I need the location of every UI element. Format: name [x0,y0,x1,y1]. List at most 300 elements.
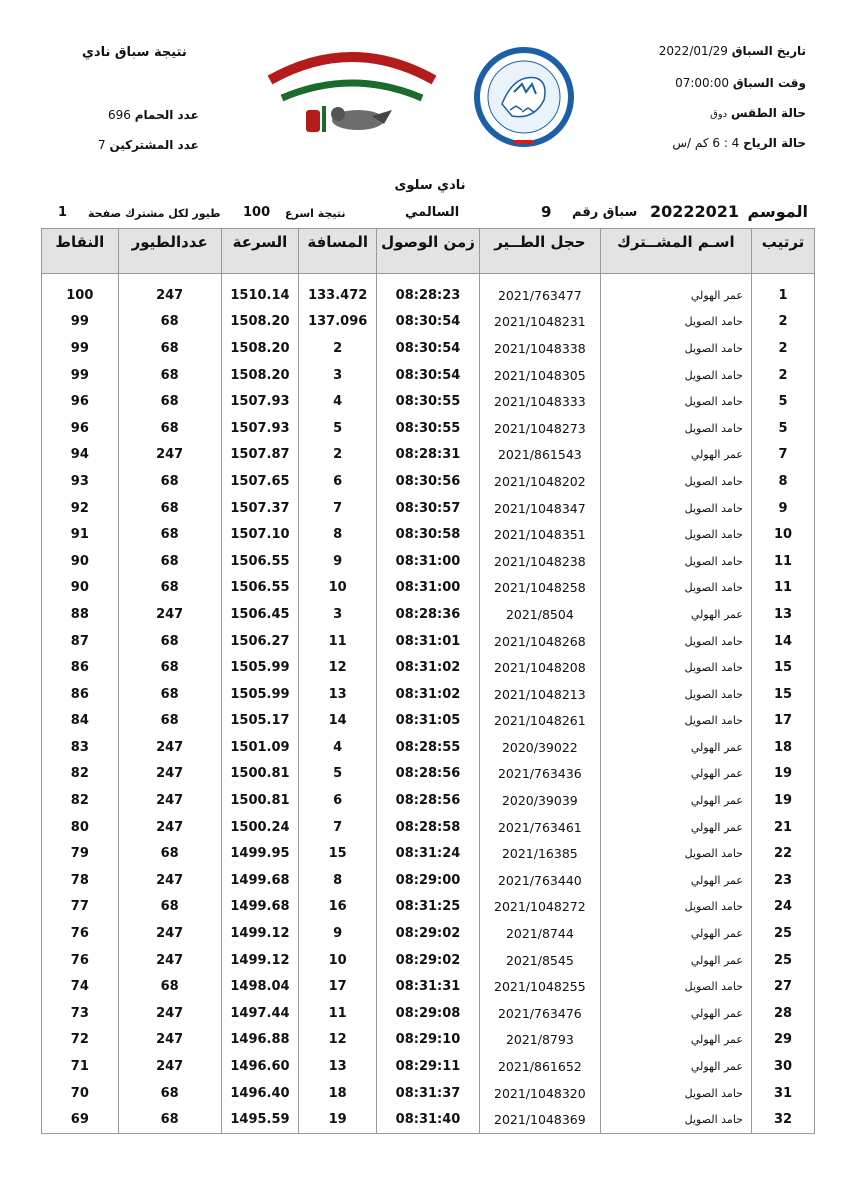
cell-rank: 19 [751,761,814,788]
table-row [42,867,815,894]
cell-rank: 21 [751,814,814,841]
cell-ring: 2021/8793 [479,1027,600,1054]
cell-distance: 9 [299,920,377,947]
cell-points: 76 [42,920,119,947]
pigeons-count-value: 696 [108,108,131,122]
cell-distance: 6 [299,468,377,495]
cell-points: 99 [42,335,119,362]
cell-ring: 2021/1048305 [479,362,600,389]
table-row [42,654,815,681]
cell-speed: 1505.99 [221,681,299,708]
cell-rank: 1 [751,282,814,309]
participants-count-value: 7 [98,138,106,152]
cell-rank: 29 [751,1027,814,1054]
cell-distance: 14 [299,708,377,735]
cell-rank: 24 [751,894,814,921]
cell-name: حامد الصويل [600,521,751,548]
cell-arrival: 08:29:11 [377,1053,480,1080]
cell-birds: 247 [118,601,221,628]
cell-birds: 68 [118,495,221,522]
cell-points: 92 [42,495,119,522]
cell-distance: 15 [299,840,377,867]
cell-rank: 15 [751,654,814,681]
cell-arrival: 08:30:55 [377,415,480,442]
cell-distance: 10 [299,575,377,602]
federation-logo [474,34,574,160]
cell-birds: 247 [118,282,221,309]
cell-arrival: 08:30:54 [377,362,480,389]
cell-points: 96 [42,415,119,442]
cell-rank: 7 [751,442,814,469]
table-row [42,495,815,522]
cell-arrival: 08:30:54 [377,335,480,362]
cell-name: حامد الصويل [600,1106,751,1133]
cell-rank: 10 [751,521,814,548]
cell-birds: 68 [118,973,221,1000]
cell-name: حامد الصويل [600,681,751,708]
cell-name: حامد الصويل [600,575,751,602]
cell-arrival: 08:31:24 [377,840,480,867]
cell-arrival: 08:31:01 [377,628,480,655]
cell-name: عمر الهولي [600,442,751,469]
cell-rank: 9 [751,495,814,522]
cell-rank: 17 [751,708,814,735]
cell-rank: 2 [751,335,814,362]
cell-points: 88 [42,601,119,628]
cell-birds: 68 [118,548,221,575]
race-number-value: 9 [541,203,552,221]
cell-points: 82 [42,761,119,788]
cell-arrival: 08:28:31 [377,442,480,469]
table-row [42,442,815,469]
cell-points: 73 [42,1000,119,1027]
table-row [42,282,815,309]
col-birds: عددالطيور [118,229,221,274]
cell-birds: 247 [118,442,221,469]
cell-arrival: 08:31:05 [377,708,480,735]
cell-distance: 13 [299,681,377,708]
cell-rank: 14 [751,628,814,655]
cell-arrival: 08:29:10 [377,1027,480,1054]
cell-arrival: 08:30:56 [377,468,480,495]
cell-ring: 2021/1048238 [479,548,600,575]
cell-arrival: 08:29:08 [377,1000,480,1027]
cell-arrival: 08:30:54 [377,309,480,336]
cell-distance: 4 [299,734,377,761]
cell-ring: 2021/1048231 [479,309,600,336]
cell-rank: 13 [751,601,814,628]
wind-line [672,136,806,150]
table-row [42,920,815,947]
cell-birds: 68 [118,415,221,442]
cell-speed: 1508.20 [221,335,299,362]
table-row [42,1000,815,1027]
race-time-value: 07:00:00 [675,76,729,90]
cell-arrival: 08:31:02 [377,654,480,681]
cell-points: 86 [42,681,119,708]
cell-birds: 68 [118,335,221,362]
col-rank: ترتيب [751,229,814,274]
cell-speed: 1508.20 [221,362,299,389]
cell-birds: 247 [118,734,221,761]
cell-arrival: 08:31:37 [377,1080,480,1107]
cell-speed: 1498.04 [221,973,299,1000]
cell-points: 74 [42,973,119,1000]
cell-speed: 1499.68 [221,867,299,894]
cell-arrival: 08:28:58 [377,814,480,841]
cell-birds: 68 [118,521,221,548]
cell-birds: 247 [118,787,221,814]
cell-name: حامد الصويل [600,654,751,681]
fastest-count: 100 [243,205,271,220]
race-date-value: 2022/01/29 [658,44,728,58]
cell-birds: 68 [118,708,221,735]
cell-birds: 68 [118,1106,221,1133]
cell-distance: 12 [299,654,377,681]
cell-speed: 1507.87 [221,442,299,469]
race-date-line [659,44,806,58]
cell-rank: 5 [751,415,814,442]
cell-points: 96 [42,388,119,415]
cell-rank: 23 [751,867,814,894]
cell-speed: 1499.12 [221,920,299,947]
cell-distance: 18 [299,1080,377,1107]
table-row [42,309,815,336]
table-row [42,1027,815,1054]
cell-distance: 3 [299,601,377,628]
cell-name: عمر الهولي [600,761,751,788]
cell-name: عمر الهولي [600,920,751,947]
page-number: 1 [58,205,68,220]
table-row [42,575,815,602]
cell-name: حامد الصويل [600,1080,751,1107]
cell-name: حامد الصويل [600,335,751,362]
col-points: النقاط [42,229,119,274]
cell-points: 83 [42,734,119,761]
cell-distance: 137.096 [299,309,377,336]
cell-points: 91 [42,521,119,548]
cell-points: 90 [42,575,119,602]
cell-ring: 2021/1048320 [479,1080,600,1107]
cell-birds: 247 [118,1027,221,1054]
cell-speed: 1496.88 [221,1027,299,1054]
cell-birds: 68 [118,309,221,336]
cell-points: 78 [42,867,119,894]
cell-rank: 25 [751,947,814,974]
cell-name: حامد الصويل [600,468,751,495]
table-row [42,734,815,761]
cell-ring: 2021/1048213 [479,681,600,708]
weather-line [710,106,806,120]
cell-birds: 68 [118,468,221,495]
cell-birds: 68 [118,628,221,655]
cell-speed: 1508.20 [221,309,299,336]
cell-speed: 1507.65 [221,468,299,495]
pigeons-count-label: عدد الحمام [134,108,199,122]
cell-arrival: 08:31:40 [377,1106,480,1133]
cell-name: عمر الهولي [600,787,751,814]
weather-value: دوق [710,109,728,120]
cell-ring: 2021/763477 [479,282,600,309]
cell-name: حامد الصويل [600,309,751,336]
per-participant-label: طيور لكل مشترك صفحة [88,207,221,220]
cell-points: 80 [42,814,119,841]
cell-distance: 11 [299,628,377,655]
cell-ring: 2021/1048258 [479,575,600,602]
cell-ring: 2021/1048351 [479,521,600,548]
cell-ring: 2020/39039 [479,787,600,814]
cell-rank: 15 [751,681,814,708]
table-row [42,894,815,921]
table-row [42,468,815,495]
cell-arrival: 08:31:00 [377,548,480,575]
cell-arrival: 08:28:55 [377,734,480,761]
cell-arrival: 08:29:02 [377,920,480,947]
cell-speed: 1497.44 [221,1000,299,1027]
cell-ring: 2021/1048273 [479,415,600,442]
cell-rank: 19 [751,787,814,814]
cell-distance: 5 [299,415,377,442]
participants-count-line [98,138,199,152]
cell-distance: 5 [299,761,377,788]
cell-name: عمر الهولي [600,1000,751,1027]
cell-birds: 68 [118,894,221,921]
wind-value: 4 : 6 كم /س [672,136,740,150]
cell-birds: 68 [118,681,221,708]
cell-arrival: 08:28:56 [377,761,480,788]
cell-distance: 16 [299,894,377,921]
cell-distance: 13 [299,1053,377,1080]
cell-ring: 2021/861543 [479,442,600,469]
cell-speed: 1510.14 [221,282,299,309]
cell-points: 86 [42,654,119,681]
cell-speed: 1499.68 [221,894,299,921]
cell-arrival: 08:30:57 [377,495,480,522]
cell-points: 79 [42,840,119,867]
cell-rank: 5 [751,388,814,415]
col-name: اسـم المشــترك [600,229,751,274]
cell-name: حامد الصويل [600,548,751,575]
cell-rank: 32 [751,1106,814,1133]
cell-name: حامد الصويل [600,708,751,735]
race-number-label: سباق رقم [572,205,638,220]
cell-birds: 68 [118,1080,221,1107]
cell-distance: 2 [299,335,377,362]
cell-birds: 247 [118,1053,221,1080]
table-row [42,362,815,389]
cell-name: عمر الهولي [600,947,751,974]
cell-name: حامد الصويل [600,415,751,442]
cell-name: عمر الهولي [600,1027,751,1054]
cell-distance: 17 [299,973,377,1000]
col-speed: السرعة [221,229,299,274]
cell-birds: 68 [118,654,221,681]
participants-count-label: عدد المشتركين [109,138,199,152]
table-row [42,1106,815,1133]
cell-rank: 2 [751,362,814,389]
table-header-row [42,229,815,274]
cell-distance: 7 [299,814,377,841]
cell-rank: 11 [751,548,814,575]
cell-distance: 7 [299,495,377,522]
cell-speed: 1499.95 [221,840,299,867]
table-row [42,628,815,655]
cell-distance: 133.472 [299,282,377,309]
results-table [41,228,815,1134]
cell-speed: 1507.37 [221,495,299,522]
table-spacer [42,274,815,283]
table-row [42,548,815,575]
cell-ring: 2021/1048255 [479,973,600,1000]
cell-speed: 1500.81 [221,787,299,814]
cell-name: عمر الهولي [600,814,751,841]
cell-birds: 247 [118,1000,221,1027]
cell-birds: 68 [118,575,221,602]
cell-distance: 11 [299,1000,377,1027]
wind-label: حالة الرياح [743,136,806,150]
cell-speed: 1496.60 [221,1053,299,1080]
table-row [42,787,815,814]
cell-ring: 2021/763436 [479,761,600,788]
cell-name: عمر الهولي [600,867,751,894]
cell-arrival: 08:28:36 [377,601,480,628]
cell-ring: 2021/1048208 [479,654,600,681]
report-title: نتيجة سباق نادي [82,45,187,60]
cell-ring: 2021/16385 [479,840,600,867]
cell-points: 99 [42,309,119,336]
cell-rank: 28 [751,1000,814,1027]
table-row [42,814,815,841]
cell-distance: 4 [299,388,377,415]
cell-arrival: 08:28:23 [377,282,480,309]
cell-speed: 1507.10 [221,521,299,548]
cell-arrival: 08:31:31 [377,973,480,1000]
cell-distance: 12 [299,1027,377,1054]
cell-rank: 8 [751,468,814,495]
cell-name: عمر الهولي [600,734,751,761]
cell-distance: 8 [299,521,377,548]
fastest-label: نتيجة اسرع [285,207,346,220]
cell-name: حامد الصويل [600,628,751,655]
table-row [42,335,815,362]
cell-birds: 68 [118,362,221,389]
cell-points: 71 [42,1053,119,1080]
cell-rank: 11 [751,575,814,602]
race-location: السالمي [405,205,460,220]
cell-name: حامد الصويل [600,495,751,522]
cell-points: 94 [42,442,119,469]
cell-name: حامد الصويل [600,840,751,867]
cell-distance: 2 [299,442,377,469]
cell-arrival: 08:28:56 [377,787,480,814]
cell-points: 77 [42,894,119,921]
table-row [42,601,815,628]
cell-speed: 1505.17 [221,708,299,735]
cell-name: حامد الصويل [600,894,751,921]
cell-ring: 2021/763440 [479,867,600,894]
cell-rank: 2 [751,309,814,336]
cell-birds: 247 [118,947,221,974]
cell-speed: 1506.55 [221,575,299,602]
cell-speed: 1500.24 [221,814,299,841]
table-row [42,947,815,974]
cell-distance: 8 [299,867,377,894]
cell-arrival: 08:31:00 [377,575,480,602]
cell-ring: 2021/1048347 [479,495,600,522]
cell-ring: 2021/763476 [479,1000,600,1027]
table-row [42,415,815,442]
table-row [42,840,815,867]
cell-points: 87 [42,628,119,655]
cell-birds: 68 [118,840,221,867]
cell-ring: 2021/861652 [479,1053,600,1080]
cell-arrival: 08:30:58 [377,521,480,548]
race-time-line [675,76,806,90]
cell-arrival: 08:29:00 [377,867,480,894]
table-row [42,761,815,788]
cell-name: عمر الهولي [600,601,751,628]
cell-ring: 2021/1048333 [479,388,600,415]
cell-name: عمر الهولي [600,1053,751,1080]
cell-points: 99 [42,362,119,389]
table-row [42,708,815,735]
cell-birds: 247 [118,761,221,788]
cell-distance: 10 [299,947,377,974]
cell-speed: 1506.27 [221,628,299,655]
cell-points: 100 [42,282,119,309]
table-row [42,1053,815,1080]
cell-speed: 1506.55 [221,548,299,575]
cell-points: 84 [42,708,119,735]
cell-points: 93 [42,468,119,495]
season-label: الموسم [747,202,808,221]
cell-arrival: 08:31:02 [377,681,480,708]
table-row [42,681,815,708]
cell-points: 76 [42,947,119,974]
cell-ring: 2020/39022 [479,734,600,761]
cell-speed: 1506.45 [221,601,299,628]
cell-points: 70 [42,1080,119,1107]
cell-ring: 2021/8545 [479,947,600,974]
cell-distance: 3 [299,362,377,389]
cell-arrival: 08:31:25 [377,894,480,921]
cell-speed: 1505.99 [221,654,299,681]
cell-distance: 9 [299,548,377,575]
season-value: 20222021 [650,202,740,221]
cell-speed: 1500.81 [221,761,299,788]
table-row [42,521,815,548]
cell-arrival: 08:30:55 [377,388,480,415]
race-time-label: وقت السباق [732,76,806,90]
cell-ring: 2021/1048369 [479,1106,600,1133]
race-date-label: تاريخ السباق [731,44,806,58]
col-arrival: زمن الوصول [377,229,480,274]
table-row [42,1080,815,1107]
cell-distance: 6 [299,787,377,814]
cell-speed: 1499.12 [221,947,299,974]
club-name: نادي سلوى [394,178,466,193]
cell-speed: 1507.93 [221,415,299,442]
pigeons-count-line [108,108,199,122]
cell-points: 82 [42,787,119,814]
cell-speed: 1507.93 [221,388,299,415]
cell-points: 69 [42,1106,119,1133]
club-logo [262,40,442,140]
weather-label: حالة الطقس [730,106,806,120]
cell-speed: 1496.40 [221,1080,299,1107]
cell-birds: 247 [118,920,221,947]
cell-arrival: 08:29:02 [377,947,480,974]
